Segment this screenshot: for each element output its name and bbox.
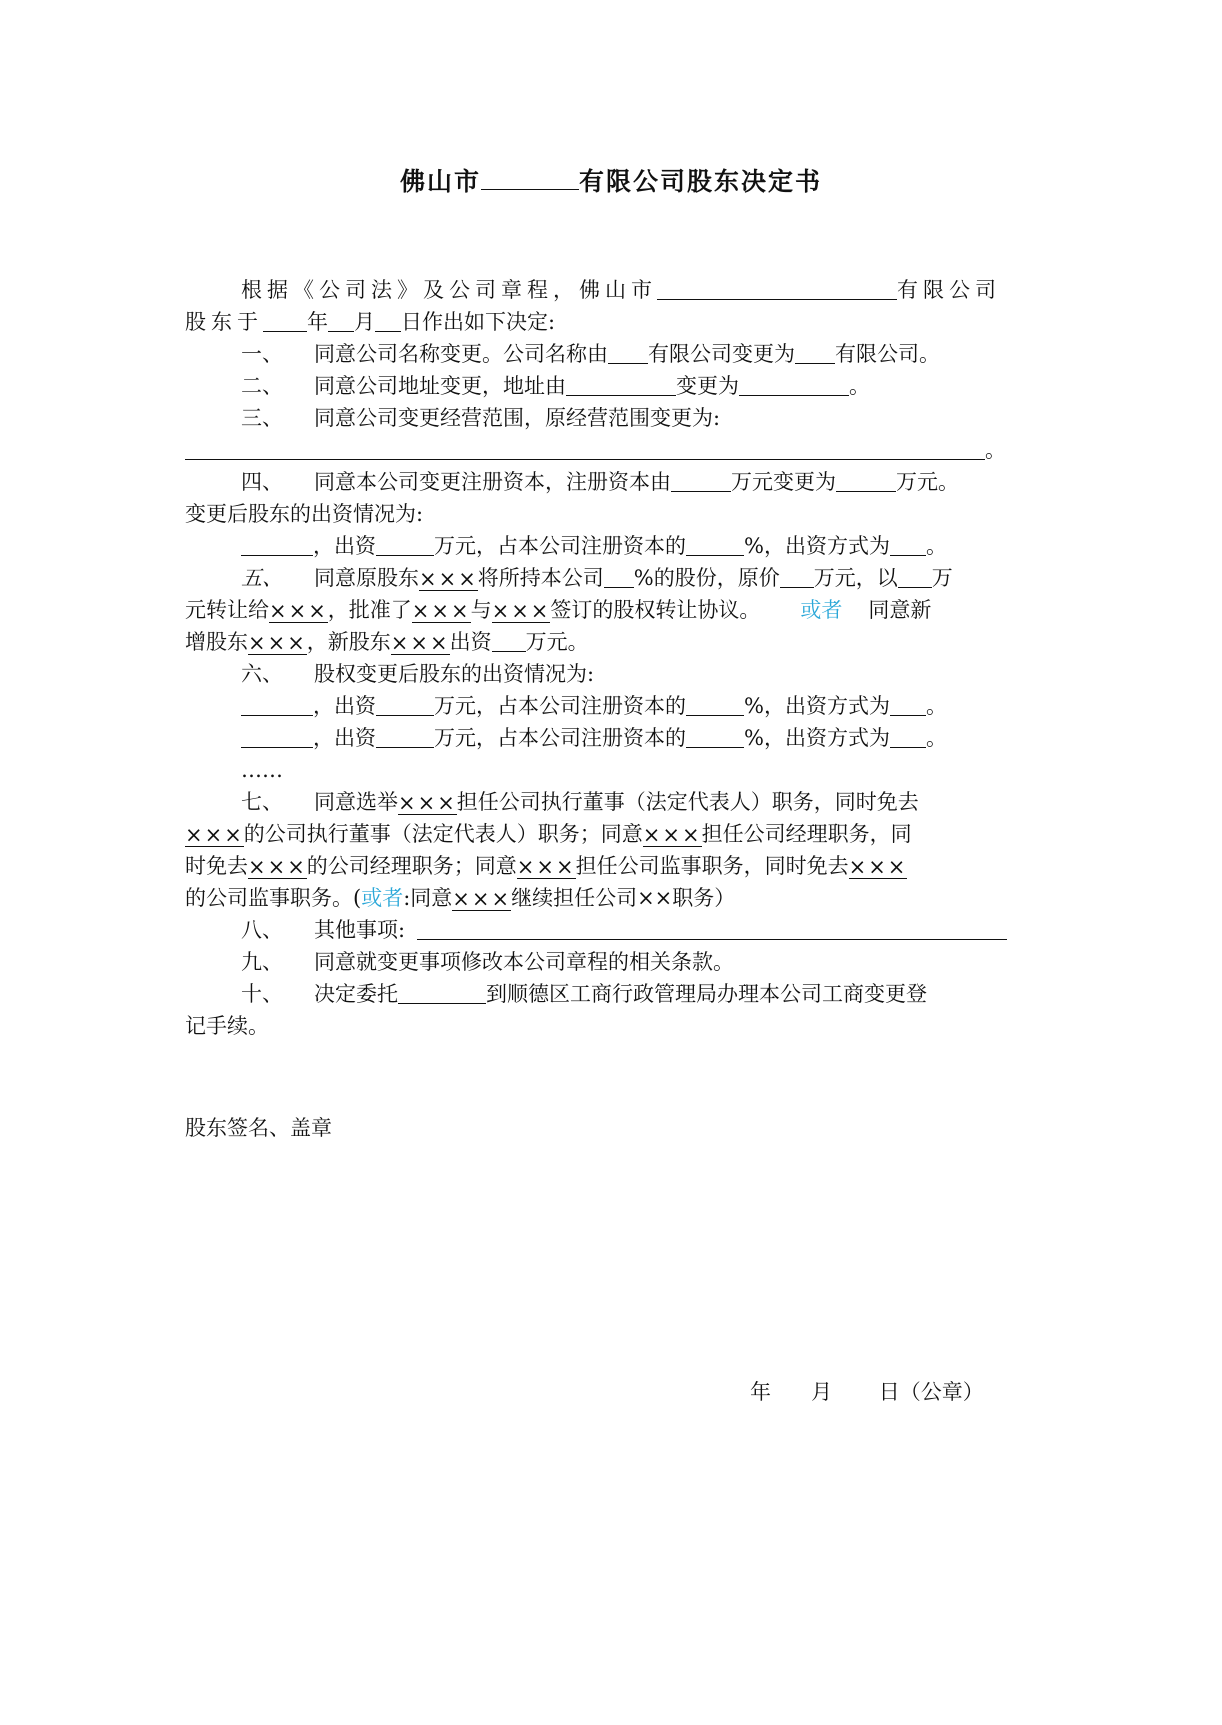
blank[interactable]	[898, 565, 932, 588]
blank[interactable]	[686, 693, 744, 716]
item-text: %，出资方式为	[744, 694, 890, 718]
placeholder-xxx[interactable]: ×××	[419, 567, 478, 591]
day-label: 日作出如下决定:	[401, 310, 556, 334]
item-5	[185, 562, 1045, 594]
blank[interactable]	[241, 693, 313, 716]
title-prefix: 佛山市	[399, 167, 481, 196]
intro-text-3: 股东于	[185, 310, 263, 334]
placeholder-xxx[interactable]: ×××	[848, 855, 908, 879]
blank[interactable]	[376, 533, 434, 556]
blank[interactable]	[780, 565, 814, 588]
item-7	[185, 786, 1045, 818]
item-text: 。	[925, 726, 947, 750]
delegate-blank[interactable]	[398, 981, 486, 1004]
item-text: 变更为	[676, 374, 739, 398]
item-text: 担任公司监事职务，同时免去	[575, 854, 849, 878]
blank[interactable]	[686, 725, 744, 748]
blank[interactable]	[608, 341, 648, 364]
or-label: 或者	[800, 598, 843, 622]
placeholder-xxx[interactable]: ×××	[269, 599, 328, 623]
month-blank[interactable]	[328, 309, 354, 332]
item-2	[185, 370, 1045, 402]
other-matters-blank[interactable]	[417, 917, 1007, 940]
date-month: 月	[811, 1380, 833, 1404]
ellipsis-line	[185, 754, 1045, 786]
item-number: 四、	[241, 470, 283, 494]
item-number: 九、	[241, 950, 283, 974]
item-number: 六、	[241, 662, 283, 686]
item-text: ，新股东	[306, 630, 391, 654]
item-text: 万	[931, 566, 953, 590]
item-text: 万元，占本公司注册资本的	[434, 726, 686, 750]
item-4-cont	[185, 498, 1045, 530]
blank[interactable]	[241, 533, 313, 556]
company-blank[interactable]	[657, 277, 897, 300]
date-year: 年	[750, 1380, 771, 1404]
blank[interactable]	[376, 693, 434, 716]
item-text: 同意公司名称变更。公司名称由	[314, 342, 608, 366]
item-text: ，批准了	[327, 598, 412, 622]
item-number: 七、	[241, 790, 283, 814]
item-6	[185, 658, 1045, 690]
page-title	[0, 162, 1222, 198]
item-text: 出资	[449, 630, 492, 654]
shareholder-row	[185, 530, 1045, 562]
item-text: 同意选举	[314, 790, 398, 814]
item-text: ，出资	[313, 726, 376, 750]
item-number: 二、	[241, 374, 283, 398]
item-number: 三、	[241, 406, 283, 430]
blank[interactable]	[890, 533, 926, 556]
intro-text: 根据《公司法》及公司章程，佛山市	[241, 278, 657, 302]
placeholder-xxx[interactable]: ×××	[390, 631, 450, 655]
placeholder-xxx[interactable]: ×××	[248, 631, 307, 655]
item-text: 。	[925, 694, 947, 718]
item-text: 万元。	[896, 470, 959, 494]
item-text: 其他事项:	[314, 918, 406, 942]
item-text: 同意公司变更经营范围，原经营范围变更为:	[314, 406, 721, 430]
item-text: %，出资方式为	[744, 726, 890, 750]
blank[interactable]	[890, 725, 926, 748]
shareholder-row	[185, 722, 1045, 754]
item-text: 继续担任公司××职务）	[511, 886, 736, 910]
item-text: 同意本公司变更注册资本，注册资本由	[314, 470, 671, 494]
item-text: 担任公司经理职务，同	[701, 822, 912, 846]
item-text: 。	[849, 374, 870, 398]
item-text: 同意就变更事项修改本公司章程的相关条款。	[314, 950, 734, 974]
item-7-cont	[185, 818, 1045, 850]
item-text: 。	[985, 438, 1006, 462]
item-text: 。	[925, 534, 947, 558]
blank[interactable]	[376, 725, 434, 748]
ellipsis: ……	[241, 758, 283, 782]
item-10	[185, 978, 1045, 1010]
item-text: 万元变更为	[731, 470, 836, 494]
item-text: 同意新	[868, 598, 932, 622]
intro-line-2	[185, 306, 1045, 338]
item-5-cont	[185, 594, 1045, 626]
year-label: 年	[307, 310, 328, 334]
item-text: %，出资方式为	[744, 534, 890, 558]
item-number: 五、	[241, 566, 283, 590]
placeholder-xxx[interactable]: ×××	[248, 855, 307, 879]
item-text: 万元，以	[813, 566, 898, 590]
item-text: 将所持本公司	[477, 566, 604, 590]
placeholder-xxx[interactable]: ×××	[516, 855, 576, 879]
month-label: 月	[354, 310, 375, 334]
item-text: 的公司监事职务。(	[185, 886, 362, 910]
placeholder-xxx[interactable]: ×××	[185, 823, 244, 847]
item-8	[185, 914, 1045, 946]
or-label: 或者	[361, 886, 404, 910]
item-4	[185, 466, 1045, 498]
intro-line-1	[185, 274, 1045, 306]
blank[interactable]	[241, 725, 313, 748]
placeholder-xxx[interactable]: ×××	[642, 823, 702, 847]
date-stamp-line	[750, 1376, 984, 1406]
item-3	[185, 402, 1045, 434]
item-number: 一、	[241, 342, 283, 366]
item-5-cont-2	[185, 626, 1045, 658]
placeholder-xxx[interactable]: ×××	[411, 599, 471, 623]
item-text: 的公司执行董事（法定代表人）职务；同意	[243, 822, 643, 846]
blank[interactable]	[604, 565, 634, 588]
year-blank[interactable]	[263, 309, 307, 332]
business-scope-blank[interactable]	[185, 435, 985, 460]
placeholder-xxx[interactable]: ×××	[398, 791, 457, 815]
item-7-cont-2	[185, 850, 1045, 882]
day-blank[interactable]	[375, 309, 401, 332]
item-text: 同意原股东	[314, 566, 419, 590]
blank[interactable]	[686, 533, 744, 556]
item-text: 变更后股东的出资情况为:	[185, 502, 424, 526]
blank[interactable]	[795, 341, 835, 364]
item-text: %的股份，原价	[633, 566, 780, 590]
item-text: 有限公司变更为	[648, 342, 795, 366]
item-text: 有限公司。	[835, 342, 940, 366]
item-text: 同意公司地址变更，地址由	[314, 374, 566, 398]
item-text: 时免去	[185, 854, 248, 878]
item-text: ，出资	[313, 694, 376, 718]
decision-body	[185, 274, 1045, 1042]
item-text: 增股东	[185, 630, 248, 654]
signature-label: 股东签名、盖章	[185, 1116, 332, 1140]
item-text: 的公司经理职务；同意	[306, 854, 517, 878]
blank[interactable]	[739, 373, 849, 396]
item-7-cont-3	[185, 882, 1045, 914]
shareholder-row	[185, 690, 1045, 722]
placeholder-xxx[interactable]: ×××	[491, 599, 551, 623]
company-name-blank[interactable]	[481, 165, 579, 190]
blank[interactable]	[671, 469, 731, 492]
blank[interactable]	[492, 629, 526, 652]
blank[interactable]	[566, 373, 676, 396]
placeholder-xxx[interactable]: ×××	[452, 887, 512, 911]
blank[interactable]	[890, 693, 926, 716]
item-text: ，出资	[313, 534, 376, 558]
item-text: 元转让给	[185, 598, 269, 622]
item-9	[185, 946, 1045, 978]
item-3-rule	[185, 434, 1045, 466]
item-text: 与	[470, 598, 492, 622]
title-suffix: 有限公司股东决定书	[579, 167, 823, 196]
item-number: 十、	[241, 982, 283, 1006]
item-text: 记手续。	[185, 1014, 269, 1038]
blank[interactable]	[836, 469, 896, 492]
item-1	[185, 338, 1045, 370]
item-text: :同意	[403, 886, 453, 910]
item-10-cont	[185, 1010, 1045, 1042]
item-number: 八、	[241, 918, 283, 942]
item-text: 签订的股权转让协议。	[550, 598, 761, 622]
intro-text-2: 有限公司	[897, 278, 1001, 302]
item-text: 担任公司执行董事（法定代表人）职务，同时免去	[456, 790, 919, 814]
item-text: 万元，占本公司注册资本的	[434, 694, 686, 718]
item-text: 万元，占本公司注册资本的	[434, 534, 686, 558]
item-text: 股权变更后股东的出资情况为:	[314, 662, 595, 686]
item-text: 决定委托	[314, 982, 398, 1006]
item-text: 到顺德区工商行政管理局办理本公司工商变更登	[486, 982, 927, 1006]
item-text: 万元。	[525, 630, 589, 654]
date-day-seal: 日（公章）	[878, 1380, 984, 1404]
